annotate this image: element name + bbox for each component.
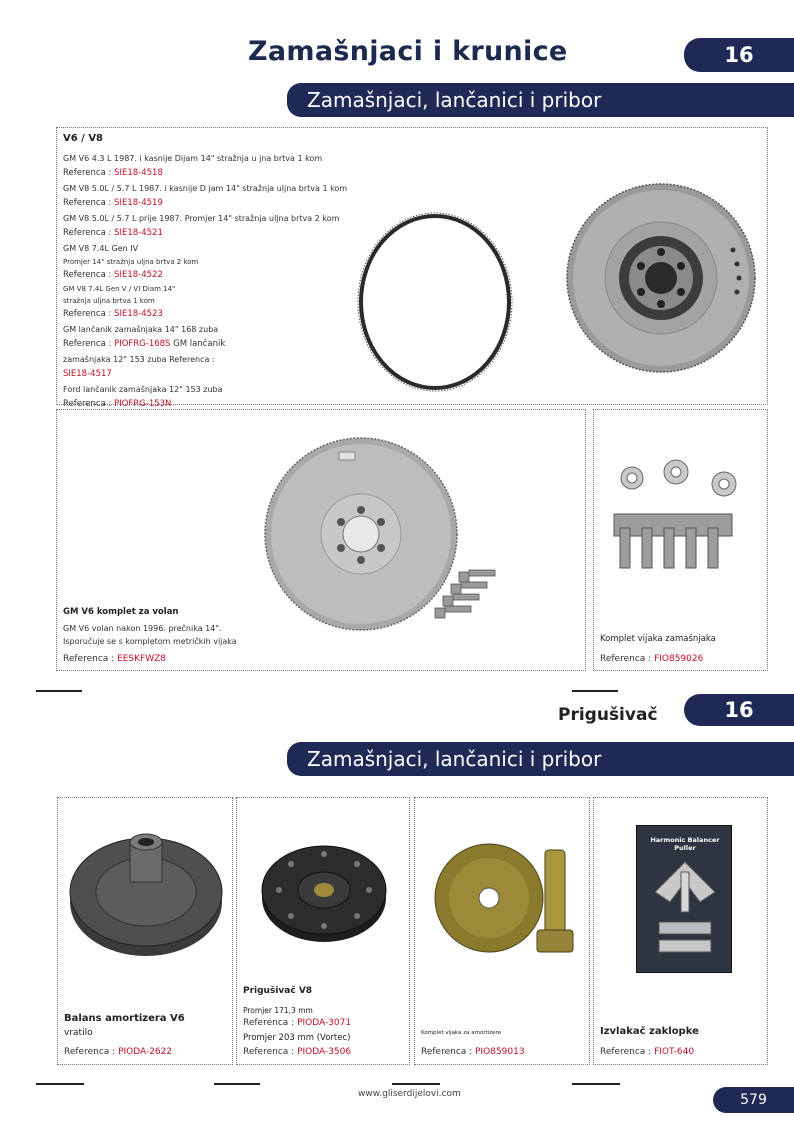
product-description: Isporučuje se s kompletom metričkih vijaka <box>63 637 237 646</box>
puller-package-image <box>636 825 732 973</box>
reference-code: EESKFWZ8 <box>117 654 167 664</box>
spec-line: GM V8 7.4L Gen IV <box>63 244 139 253</box>
damper-bolt-kit-image <box>433 842 583 962</box>
page-number-badge: 579 <box>713 1087 794 1113</box>
bolt-kit-image <box>612 458 752 576</box>
section-heading-bar <box>287 742 794 776</box>
reference-code: SIE18-4522 <box>114 270 163 280</box>
flywheel-image <box>563 178 759 378</box>
product-description: GM V6 volan nakon 1996. prečnika 14". <box>63 624 222 633</box>
spec-reference: Referenca : SIE18-4522 <box>63 270 163 280</box>
spec-line: zamašnjaka 12" 153 zuba Referenca : <box>63 355 215 364</box>
divider <box>392 1083 440 1085</box>
reference-code: SIE18-4523 <box>114 309 163 319</box>
spec-line: Promjer 14" stražnja uljna brtva 2 kom <box>63 258 199 266</box>
reference-code: PIODA-2622 <box>118 1047 173 1057</box>
product-box-balancer <box>57 797 233 1065</box>
product-reference: Referenca : PIO859013 <box>421 1047 525 1057</box>
damper-v8-image <box>259 834 389 946</box>
product-title: Izvlakač zaklopke <box>600 1026 699 1037</box>
spec-line: stražnja uljna brtva 1 kom <box>63 297 155 305</box>
reference-code: PIODA-3071 <box>297 1018 352 1028</box>
spec-line: GM V8 5.0L / 5.7 L 1987. i kasnije D jam 14" stražnja uljna brtva 1 kom <box>63 184 348 193</box>
divider <box>214 1083 260 1085</box>
product-reference: Referenca : PIODA-2622 <box>64 1047 173 1057</box>
spec-line: GM lančanik zamašnjaka 14" 168 zuba <box>63 325 219 334</box>
product-spec-list <box>63 151 383 412</box>
product-title: Komplet vijaka zamašnjaka <box>600 634 716 644</box>
product-spec: Promjer 171,3 mm <box>243 1006 313 1015</box>
divider <box>36 1083 84 1085</box>
product-reference: Referenca : FIO859026 <box>600 654 704 664</box>
puller-tool-icon <box>645 852 725 970</box>
product-title: Prigušivač V8 <box>243 986 313 996</box>
spec-reference: Referenca : SIE18-4518 <box>63 168 163 178</box>
page-title: Zamašnjaci i krunice <box>248 36 568 67</box>
spec-reference <box>63 367 383 382</box>
package-title: Harmonic Balancer Puller <box>650 836 720 852</box>
product-spec: Promjer 203 mm (Vortec) <box>243 1033 351 1043</box>
page-section-badge: 16 <box>684 38 794 72</box>
spec-reference: Referenca : SIE18-4521 <box>63 228 163 238</box>
product-title: GM V6 komplet za volan <box>63 607 179 617</box>
reference-code: FIO859026 <box>654 654 704 664</box>
section-heading: Zamašnjaci, lančanici i pribor <box>307 88 602 112</box>
reference-code: SIE18-4521 <box>114 228 163 238</box>
footer-url[interactable]: www.gliserdijelovi.com <box>358 1089 461 1099</box>
product-reference: Referenca : EESKFWZ8 <box>63 654 167 664</box>
divider <box>572 1083 620 1085</box>
reference-code: SIE18-4519 <box>114 198 163 208</box>
section-title: Prigušivač <box>558 705 658 725</box>
metric-bolts-image <box>429 568 509 628</box>
product-box-volan-kit <box>56 409 586 671</box>
product-reference: Referenca : PIODA-3506 <box>243 1047 352 1057</box>
divider <box>572 690 618 692</box>
product-title: Balans amortizera V6 <box>64 1013 185 1024</box>
section-heading-bar <box>287 83 794 117</box>
reference-code: FIOT-640 <box>654 1047 695 1057</box>
spec-reference: Referenca : SIE18-4519 <box>63 198 163 208</box>
flywheel-ring-gear-image <box>357 212 517 392</box>
spec-line: GM V8 7.4L Gen V / VI Diam 14" <box>63 285 176 293</box>
spec-reference: Referenca : PIOFRG-168S GM lančanik <box>63 339 226 349</box>
product-reference: Referenca : PIODA-3071 <box>243 1018 352 1028</box>
product-reference: Referenca : FIOT-640 <box>600 1047 695 1057</box>
product-box-bolt-kit <box>593 409 768 671</box>
section-heading: Zamašnjaci, lančanici i pribor <box>307 747 602 771</box>
product-heading: V6 / V8 <box>63 133 104 144</box>
reference-code: PIOFRG-168S <box>114 339 171 349</box>
divider <box>36 690 82 692</box>
spec-line: GM V6 4.3 L 1987. i kasnije Dijam 14" stražnja u jna brtva 1 kom <box>63 154 323 163</box>
harmonic-balancer-image <box>66 822 226 962</box>
reference-code: PIO859013 <box>475 1047 525 1057</box>
product-box-damper-bolts <box>414 797 590 1065</box>
reference-code: PIOFRG-153N <box>114 399 172 409</box>
product-box-puller <box>593 797 768 1065</box>
reference-code: SIE18-4518 <box>114 168 163 178</box>
spec-line: GM V8 5.0L / 5.7 L prije 1987. Promjer 14" stražnja uljna brtva 2 kom <box>63 214 340 223</box>
page-section-badge: 16 <box>684 694 794 726</box>
reference-code: PIODA-3506 <box>297 1047 352 1057</box>
spec-reference: Referenca : SIE18-4523 <box>63 309 163 319</box>
product-box-damper-v8 <box>236 797 410 1065</box>
product-box-flywheel-rings <box>56 127 768 409</box>
product-subtitle: vratilo <box>64 1028 93 1038</box>
spec-reference: Referenca : PIOFRG-153N <box>63 399 172 409</box>
spec-line: Ford lančanik zamašnjaka 12" 153 zuba <box>63 385 223 394</box>
reference-code: SIE18-4517 <box>63 369 112 379</box>
product-title: Komplet vijaka za amortizere <box>421 1030 502 1036</box>
